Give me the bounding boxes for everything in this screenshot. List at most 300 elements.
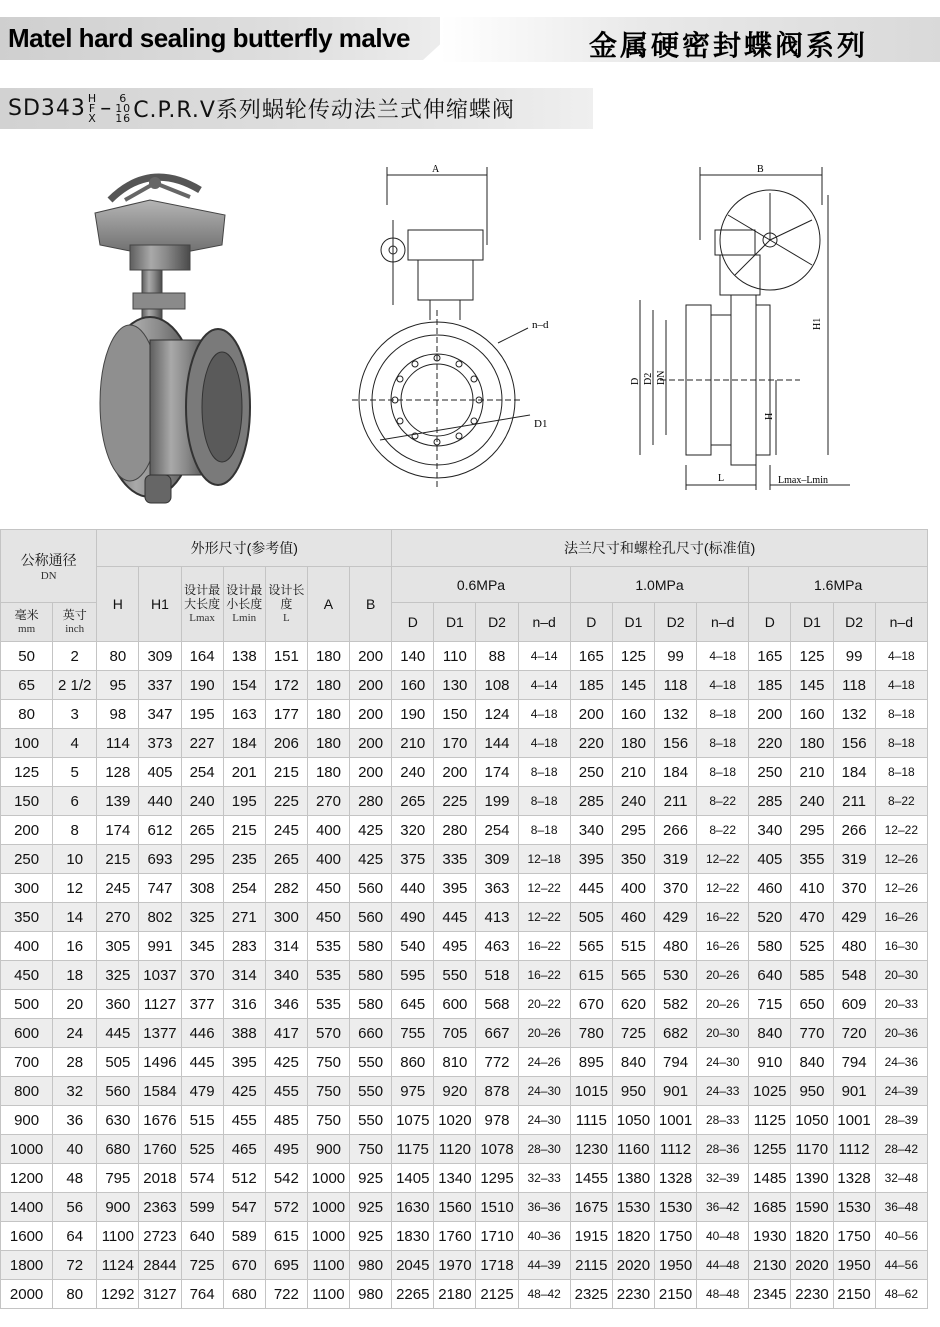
table-cell: 163	[223, 700, 265, 729]
table-cell: 1025	[749, 1077, 791, 1106]
table-cell: 440	[392, 874, 434, 903]
table-cell: 1510	[476, 1193, 518, 1222]
table-cell: 80	[53, 1280, 97, 1309]
table-row	[1, 1251, 928, 1280]
table-cell: 190	[181, 671, 223, 700]
header-D-10: D	[570, 603, 612, 642]
label-lmax-lmin: Lmax–Lmin	[778, 475, 828, 486]
table-cell: 270	[307, 787, 349, 816]
table-cell: 12–22	[518, 903, 570, 932]
table-cell: 1328	[833, 1164, 875, 1193]
table-cell: 16–30	[875, 932, 927, 961]
table-cell: 2000	[1, 1280, 53, 1309]
header-D-16: D	[749, 603, 791, 642]
table-cell: 150	[434, 700, 476, 729]
table-cell: 612	[139, 816, 181, 845]
table-cell: 1630	[392, 1193, 434, 1222]
table-cell: 895	[570, 1048, 612, 1077]
table-cell: 2150	[654, 1280, 696, 1309]
table-cell: 2363	[139, 1193, 181, 1222]
table-cell: 901	[833, 1077, 875, 1106]
table-cell: 40	[53, 1135, 97, 1164]
table-cell: 128	[97, 758, 139, 787]
table-cell: 370	[654, 874, 696, 903]
label-B: B	[757, 164, 764, 175]
table-cell: 560	[350, 903, 392, 932]
table-cell: 1830	[392, 1222, 434, 1251]
table-cell: 180	[307, 729, 349, 758]
spec-table	[0, 529, 928, 1309]
table-cell: 360	[97, 990, 139, 1019]
table-cell: 410	[791, 874, 833, 903]
table-cell: 190	[392, 700, 434, 729]
table-cell: 14	[53, 903, 97, 932]
table-cell: 195	[223, 787, 265, 816]
table-cell: 1328	[654, 1164, 696, 1193]
table-cell: 515	[612, 932, 654, 961]
table-cell: 560	[97, 1077, 139, 1106]
table-cell: 535	[307, 961, 349, 990]
table-cell: 2045	[392, 1251, 434, 1280]
table-cell: 16–22	[518, 932, 570, 961]
table-cell: 28–33	[697, 1106, 749, 1135]
table-row	[1, 787, 928, 816]
table-cell: 340	[749, 816, 791, 845]
table-cell: 250	[749, 758, 791, 787]
table-cell: 925	[350, 1193, 392, 1222]
table-cell: 132	[833, 700, 875, 729]
table-cell: 1020	[434, 1106, 476, 1135]
header-0-6mpa: 0.6MPa	[392, 567, 571, 603]
table-cell: 8–18	[875, 729, 927, 758]
table-cell: 24–33	[697, 1077, 749, 1106]
table-cell: 2325	[570, 1280, 612, 1309]
header-H: H	[97, 567, 139, 642]
table-row	[1, 932, 928, 961]
table-cell: 266	[833, 816, 875, 845]
table-cell: 795	[97, 1164, 139, 1193]
table-cell: 165	[749, 642, 791, 671]
table-cell: 347	[139, 700, 181, 729]
table-cell: 150	[1, 787, 53, 816]
table-cell: 1380	[612, 1164, 654, 1193]
table-row	[1, 1019, 928, 1048]
header-flange: 法兰尺寸和螺栓孔尺寸(标准值)	[392, 530, 928, 567]
header-outline: 外形尺寸(参考值)	[97, 530, 392, 567]
table-cell: 200	[570, 700, 612, 729]
table-cell: 36–36	[518, 1193, 570, 1222]
header-B: B	[350, 567, 392, 642]
table-cell: 145	[791, 671, 833, 700]
table-cell: 901	[654, 1077, 696, 1106]
table-cell: 3	[53, 700, 97, 729]
table-cell: 139	[97, 787, 139, 816]
table-row	[1, 700, 928, 729]
table-cell: 28–30	[518, 1135, 570, 1164]
table-cell: 695	[265, 1251, 307, 1280]
table-cell: 417	[265, 1019, 307, 1048]
table-cell: 445	[434, 903, 476, 932]
table-cell: 280	[434, 816, 476, 845]
table-cell: 270	[97, 903, 139, 932]
table-cell: 680	[97, 1135, 139, 1164]
table-row	[1, 1164, 928, 1193]
table-cell: 200	[749, 700, 791, 729]
table-cell: 550	[350, 1106, 392, 1135]
table-cell: 3127	[139, 1280, 181, 1309]
table-cell: 2125	[476, 1280, 518, 1309]
table-cell: 20–22	[518, 990, 570, 1019]
table-cell: 355	[791, 845, 833, 874]
table-cell: 1950	[833, 1251, 875, 1280]
table-cell: 465	[223, 1135, 265, 1164]
table-cell: 144	[476, 729, 518, 758]
table-cell: 667	[476, 1019, 518, 1048]
table-cell: 185	[749, 671, 791, 700]
header-H1: H1	[139, 567, 181, 642]
table-cell: 425	[265, 1048, 307, 1077]
table-cell: 28–36	[697, 1135, 749, 1164]
table-cell: 925	[350, 1164, 392, 1193]
table-cell: 1760	[434, 1222, 476, 1251]
table-cell: 240	[181, 787, 223, 816]
table-cell: 794	[833, 1048, 875, 1077]
table-cell: 550	[350, 1077, 392, 1106]
table-cell: 210	[392, 729, 434, 758]
table-cell: 2018	[139, 1164, 181, 1193]
table-cell: 160	[791, 700, 833, 729]
table-cell: 309	[476, 845, 518, 874]
table-cell: 4–18	[875, 671, 927, 700]
table-cell: 245	[265, 816, 307, 845]
table-cell: 750	[350, 1135, 392, 1164]
table-cell: 180	[307, 758, 349, 787]
table-row	[1, 671, 928, 700]
table-cell: 44–39	[518, 1251, 570, 1280]
table-cell: 750	[307, 1048, 349, 1077]
table-cell: 285	[570, 787, 612, 816]
table-cell: 1115	[570, 1106, 612, 1135]
table-cell: 725	[181, 1251, 223, 1280]
table-cell: 2230	[612, 1280, 654, 1309]
table-cell: 12–26	[875, 874, 927, 903]
table-cell: 170	[434, 729, 476, 758]
table-cell: 8–18	[518, 816, 570, 845]
table-cell: 156	[833, 729, 875, 758]
table-cell: 12–18	[518, 845, 570, 874]
table-cell: 174	[476, 758, 518, 787]
table-row	[1, 903, 928, 932]
table-cell: 8–22	[697, 787, 749, 816]
table-cell: 1530	[654, 1193, 696, 1222]
table-cell: 1930	[749, 1222, 791, 1251]
table-cell: 900	[307, 1135, 349, 1164]
table-cell: 1584	[139, 1077, 181, 1106]
table-cell: 1970	[434, 1251, 476, 1280]
table-row	[1, 1048, 928, 1077]
table-cell: 395	[223, 1048, 265, 1077]
table-cell: 280	[350, 787, 392, 816]
table-cell: 547	[223, 1193, 265, 1222]
table-cell: 505	[97, 1048, 139, 1077]
table-cell: 400	[307, 845, 349, 874]
model-designation	[8, 93, 515, 124]
table-cell: 145	[612, 671, 654, 700]
table-cell: 670	[223, 1251, 265, 1280]
table-cell: 615	[265, 1222, 307, 1251]
table-cell: 56	[53, 1193, 97, 1222]
table-cell: 609	[833, 990, 875, 1019]
table-cell: 565	[612, 961, 654, 990]
table-cell: 140	[392, 642, 434, 671]
label-A: A	[432, 164, 440, 175]
table-cell: 1100	[97, 1222, 139, 1251]
table-cell: 180	[612, 729, 654, 758]
table-cell: 325	[181, 903, 223, 932]
table-cell: 20	[53, 990, 97, 1019]
front-view-drawing	[352, 167, 530, 490]
table-cell: 12–22	[697, 845, 749, 874]
table-cell: 200	[350, 758, 392, 787]
table-cell: 125	[791, 642, 833, 671]
table-cell: 40–36	[518, 1222, 570, 1251]
table-cell: 16–26	[697, 932, 749, 961]
table-cell: 1710	[476, 1222, 518, 1251]
table-cell: 1112	[833, 1135, 875, 1164]
table-cell: 373	[139, 729, 181, 758]
table-cell: 377	[181, 990, 223, 1019]
table-cell: 4–18	[518, 729, 570, 758]
table-cell: 138	[223, 642, 265, 671]
table-cell: 1750	[654, 1222, 696, 1251]
table-cell: 200	[434, 758, 476, 787]
table-cell: 495	[434, 932, 476, 961]
table-cell: 2150	[833, 1280, 875, 1309]
table-cell: 1590	[791, 1193, 833, 1222]
header-D2-06: D2	[476, 603, 518, 642]
table-cell: 705	[434, 1019, 476, 1048]
table-cell: 2115	[570, 1251, 612, 1280]
table-cell: 44–56	[875, 1251, 927, 1280]
table-cell: 20–33	[875, 990, 927, 1019]
table-row	[1, 1280, 928, 1309]
table-cell: 8–18	[875, 758, 927, 787]
table-cell: 12–22	[875, 816, 927, 845]
table-cell: 4	[53, 729, 97, 758]
table-cell: 48–42	[518, 1280, 570, 1309]
header-1-6mpa: 1.6MPa	[749, 567, 928, 603]
table-cell: 2723	[139, 1222, 181, 1251]
table-cell: 600	[434, 990, 476, 1019]
table-cell: 210	[791, 758, 833, 787]
table-cell: 950	[612, 1077, 654, 1106]
table-cell: 370	[181, 961, 223, 990]
model-dash: –	[100, 96, 113, 121]
table-body	[1, 642, 928, 1309]
table-cell: 520	[749, 903, 791, 932]
table-cell: 500	[1, 990, 53, 1019]
table-cell: 118	[833, 671, 875, 700]
model-prefix: SD343	[8, 96, 86, 121]
table-cell: 8–18	[697, 700, 749, 729]
table-cell: 220	[570, 729, 612, 758]
table-cell: 1455	[570, 1164, 612, 1193]
table-cell: 450	[307, 874, 349, 903]
table-cell: 40–48	[697, 1222, 749, 1251]
table-cell: 2180	[434, 1280, 476, 1309]
table-cell: 1127	[139, 990, 181, 1019]
table-cell: 755	[392, 1019, 434, 1048]
table-cell: 580	[350, 961, 392, 990]
table-cell: 65	[1, 671, 53, 700]
table-cell: 177	[265, 700, 307, 729]
table-cell: 184	[654, 758, 696, 787]
table-row	[1, 874, 928, 903]
table-cell: 1015	[570, 1077, 612, 1106]
table-cell: 1124	[97, 1251, 139, 1280]
table-cell: 271	[223, 903, 265, 932]
table-cell: 295	[181, 845, 223, 874]
table-cell: 180	[791, 729, 833, 758]
table-cell: 151	[265, 642, 307, 671]
table-cell: 2020	[612, 1251, 654, 1280]
table-cell: 2	[53, 642, 97, 671]
table-cell: 1170	[791, 1135, 833, 1164]
table-cell: 350	[1, 903, 53, 932]
table-header	[1, 530, 928, 642]
table-cell: 24–26	[518, 1048, 570, 1077]
table-cell: 460	[612, 903, 654, 932]
table-row	[1, 1193, 928, 1222]
table-cell: 1400	[1, 1193, 53, 1222]
table-cell: 300	[265, 903, 307, 932]
table-cell: 40–56	[875, 1222, 927, 1251]
table-cell: 99	[833, 642, 875, 671]
table-cell: 722	[265, 1280, 307, 1309]
english-title: Matel hard sealing butterfly malve	[8, 23, 411, 53]
table-cell: 319	[654, 845, 696, 874]
header-D-06: D	[392, 603, 434, 642]
table-cell: 305	[97, 932, 139, 961]
table-cell: 20–30	[875, 961, 927, 990]
table-cell: 550	[350, 1048, 392, 1077]
table-cell: 599	[181, 1193, 223, 1222]
table-cell: 860	[392, 1048, 434, 1077]
table-cell: 199	[476, 787, 518, 816]
table-cell: 572	[265, 1193, 307, 1222]
table-cell: 900	[97, 1193, 139, 1222]
table-cell: 185	[570, 671, 612, 700]
table-cell: 595	[392, 961, 434, 990]
table-cell: 300	[1, 874, 53, 903]
table-cell: 4–18	[697, 642, 749, 671]
table-cell: 295	[791, 816, 833, 845]
label-nd: n–d	[532, 319, 549, 331]
table-cell: 319	[833, 845, 875, 874]
table-cell: 245	[97, 874, 139, 903]
table-cell: 200	[350, 642, 392, 671]
table-cell: 335	[434, 845, 476, 874]
table-cell: 200	[350, 729, 392, 758]
table-cell: 132	[654, 700, 696, 729]
table-cell: 80	[1, 700, 53, 729]
table-cell: 1530	[833, 1193, 875, 1222]
table-cell: 1950	[654, 1251, 696, 1280]
table-cell: 445	[181, 1048, 223, 1077]
table-cell: 1001	[654, 1106, 696, 1135]
table-cell: 48–62	[875, 1280, 927, 1309]
table-cell: 1112	[654, 1135, 696, 1164]
table-cell: 8–18	[518, 787, 570, 816]
header-D1-16: D1	[791, 603, 833, 642]
table-cell: 254	[476, 816, 518, 845]
table-cell: 108	[476, 671, 518, 700]
table-cell: 490	[392, 903, 434, 932]
table-cell: 180	[307, 642, 349, 671]
table-cell: 48–48	[697, 1280, 749, 1309]
table-cell: 5	[53, 758, 97, 787]
table-cell: 32–39	[697, 1164, 749, 1193]
table-cell: 1915	[570, 1222, 612, 1251]
table-row	[1, 1135, 928, 1164]
table-cell: 925	[350, 1222, 392, 1251]
table-cell: 1125	[749, 1106, 791, 1135]
table-cell: 16–22	[518, 961, 570, 990]
table-cell: 395	[570, 845, 612, 874]
label-H: H	[764, 412, 775, 420]
table-cell: 32–48	[875, 1164, 927, 1193]
table-cell: 720	[833, 1019, 875, 1048]
table-cell: 1390	[791, 1164, 833, 1193]
table-cell: 4–18	[697, 671, 749, 700]
table-cell: 12–26	[875, 845, 927, 874]
table-row	[1, 642, 928, 671]
table-cell: 130	[434, 671, 476, 700]
table-cell: 455	[223, 1106, 265, 1135]
table-cell: 88	[476, 642, 518, 671]
table-cell: 8–18	[875, 700, 927, 729]
table-cell: 2345	[749, 1280, 791, 1309]
table-cell: 388	[223, 1019, 265, 1048]
label-H1: H1	[812, 317, 823, 330]
table-cell: 282	[265, 874, 307, 903]
table-cell: 470	[791, 903, 833, 932]
table-row	[1, 961, 928, 990]
table-cell: 32	[53, 1077, 97, 1106]
table-cell: 425	[223, 1077, 265, 1106]
table-cell: 180	[307, 700, 349, 729]
table-cell: 700	[1, 1048, 53, 1077]
table-cell: 630	[97, 1106, 139, 1135]
table-cell: 215	[265, 758, 307, 787]
table-cell: 2844	[139, 1251, 181, 1280]
table-cell: 1685	[749, 1193, 791, 1222]
table-cell: 8–22	[875, 787, 927, 816]
table-cell: 980	[350, 1251, 392, 1280]
figures	[0, 145, 940, 515]
table-cell: 582	[654, 990, 696, 1019]
table-cell: 114	[97, 729, 139, 758]
table-cell: 2020	[791, 1251, 833, 1280]
table-cell: 650	[791, 990, 833, 1019]
header-D1-06: D1	[434, 603, 476, 642]
table-cell: 4–14	[518, 642, 570, 671]
table-cell: 24–39	[875, 1077, 927, 1106]
table-cell: 2130	[749, 1251, 791, 1280]
table-cell: 346	[265, 990, 307, 1019]
table-cell: 900	[1, 1106, 53, 1135]
table-cell: 201	[223, 758, 265, 787]
